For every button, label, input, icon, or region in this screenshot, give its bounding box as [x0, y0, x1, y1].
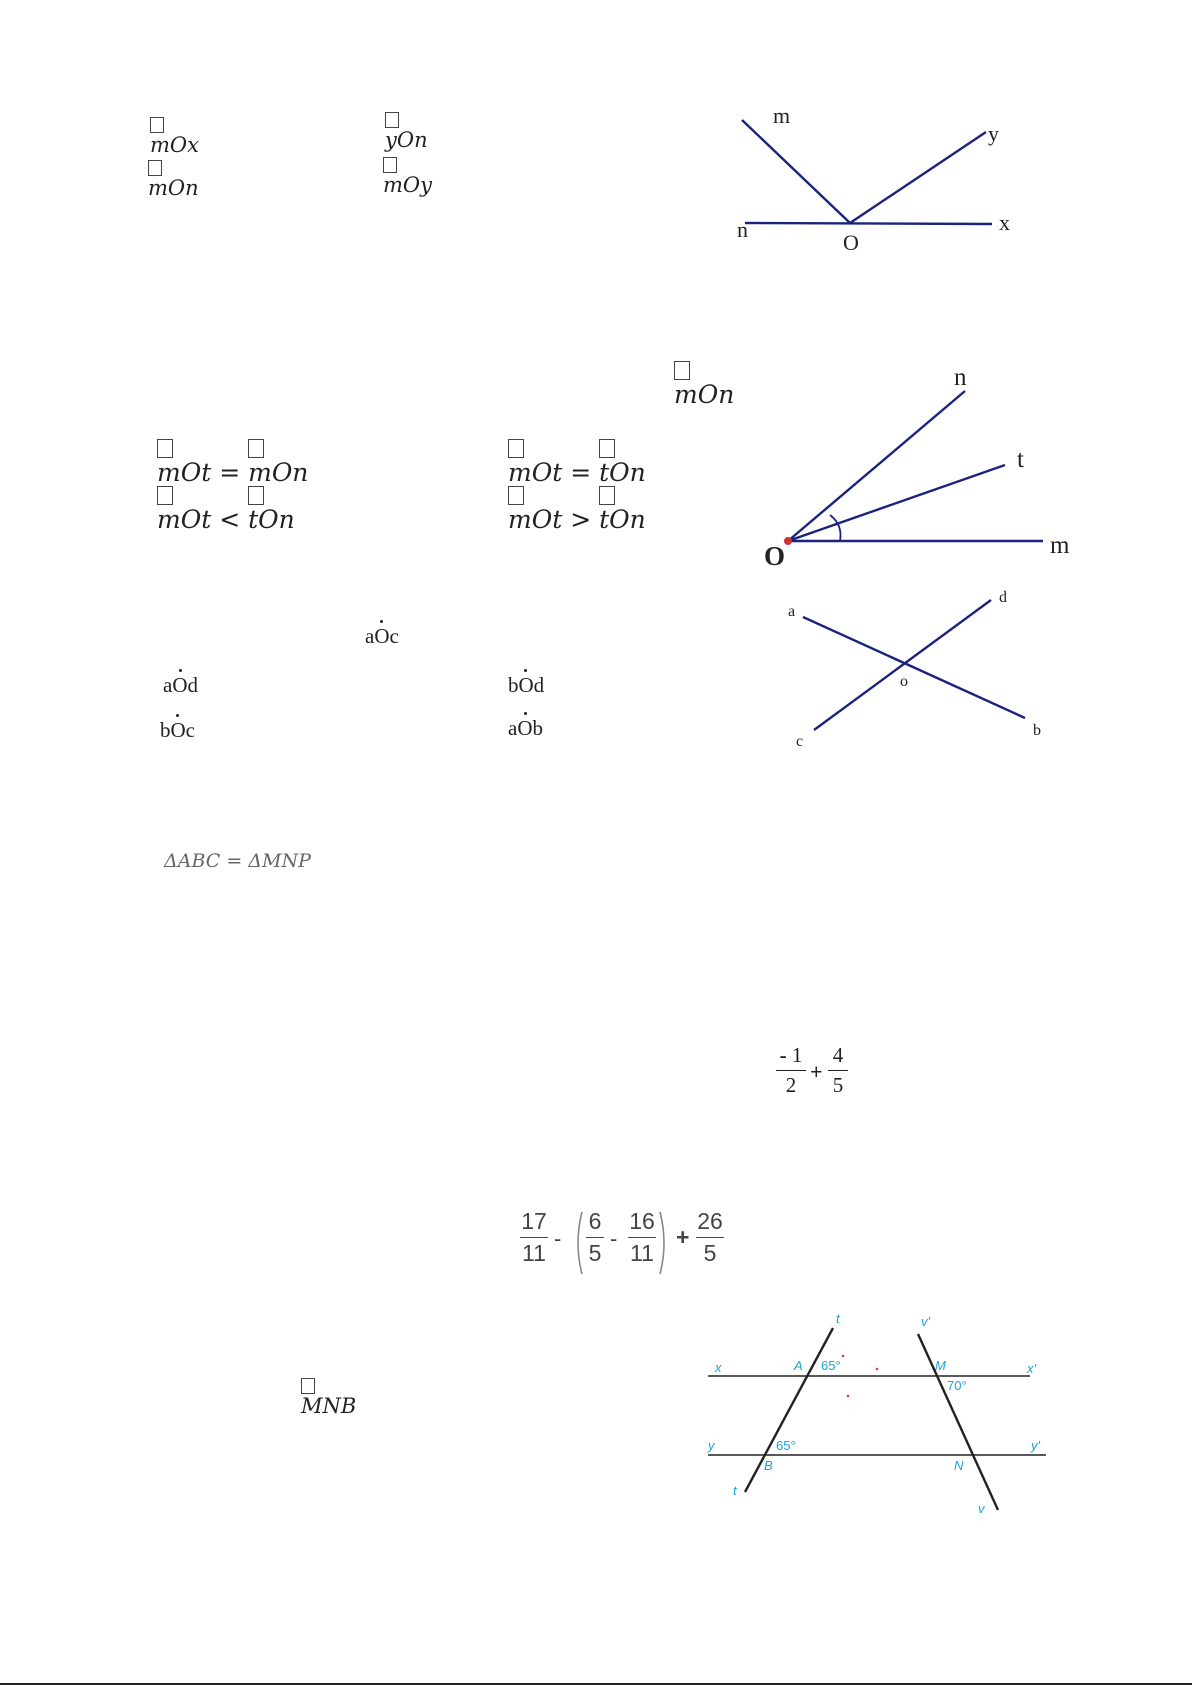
plus-sign: +	[676, 1224, 690, 1250]
option-mot-gt-ton: mOt > tOn	[508, 505, 646, 534]
label-n: N	[954, 1458, 964, 1473]
line-cd	[814, 600, 991, 730]
fraction-four-fifths: 4 5	[828, 1045, 848, 1096]
red-dot	[847, 1395, 850, 1398]
label-b: b	[1033, 722, 1041, 739]
label-v-prime: v'	[921, 1314, 930, 1329]
option-aob: aOb	[508, 716, 543, 740]
angle-symbol	[674, 361, 690, 380]
option-mot-lt-ton: mOt < tOn	[157, 505, 295, 534]
angle-arc	[830, 515, 841, 541]
angle-symbol	[157, 486, 173, 505]
figure-angles-mony	[700, 90, 1040, 270]
label-a: A	[794, 1358, 803, 1373]
label-t-top: t	[836, 1311, 840, 1326]
angle-symbol	[157, 439, 173, 458]
ray-on	[788, 391, 965, 541]
angle-symbol	[383, 157, 397, 173]
left-paren	[572, 1210, 584, 1276]
option-angle-yon: yOn	[385, 128, 428, 152]
red-dot	[876, 1368, 879, 1371]
fraction-expression	[520, 1210, 740, 1276]
vertex-point	[784, 537, 792, 545]
label-o: o	[900, 673, 908, 690]
label-o: O	[843, 230, 859, 255]
label-x: x	[999, 210, 1010, 235]
label-x-prime: x'	[1027, 1361, 1036, 1376]
plus-sign: +	[810, 1059, 823, 1084]
line-vv	[918, 1334, 998, 1510]
option-mot-eq-ton: mOt = tOn	[508, 458, 646, 487]
label-a: a	[788, 603, 796, 620]
label-angle-65-top: 65°	[821, 1358, 841, 1373]
fraction-17-11: 17 11	[521, 1208, 547, 1266]
fraction-minus-one-half: - 1 2	[776, 1045, 806, 1096]
angle-symbol	[385, 112, 399, 128]
label-m: M	[935, 1358, 946, 1373]
line-nx	[745, 223, 992, 224]
label-n: n	[954, 364, 967, 391]
fraction-6-5: 6 5	[586, 1210, 604, 1265]
line-tt	[745, 1328, 833, 1492]
angle-symbol	[508, 486, 524, 505]
label-x: x	[715, 1360, 722, 1375]
angle-symbol	[599, 439, 615, 458]
minus-sign: -	[554, 1226, 562, 1251]
line-ab	[803, 617, 1025, 718]
label-n: n	[737, 217, 748, 242]
label-b: B	[764, 1458, 773, 1473]
angle-symbol	[248, 439, 264, 458]
label-angle-70: 70°	[947, 1378, 967, 1393]
label-v: v	[978, 1501, 985, 1516]
angle-symbol	[599, 486, 615, 505]
label-o: O	[764, 541, 786, 571]
label-c: c	[796, 733, 804, 750]
label-angle-65-bottom: 65°	[776, 1438, 796, 1453]
label-y: y	[988, 121, 999, 146]
ray-ot	[788, 465, 1005, 541]
fraction-16-11: 16 11	[629, 1208, 655, 1266]
congruent-triangles-formula: ΔABC = ΔMNP	[164, 850, 311, 872]
fraction-26-5: 26 5	[697, 1208, 723, 1266]
angle-mnb: MNB	[301, 1394, 356, 1418]
option-boc: bOc	[160, 718, 195, 742]
given-angle-mon: mOn	[674, 380, 734, 409]
label-m: m	[1050, 532, 1070, 559]
label-y-prime: y'	[1031, 1438, 1040, 1453]
given-angle-aoc: aOc	[365, 624, 399, 648]
angle-symbol	[301, 1378, 315, 1394]
label-d: d	[999, 589, 1007, 606]
red-dot	[842, 1355, 845, 1358]
ray-om	[742, 120, 850, 223]
fraction-sum-expression	[776, 1045, 876, 1107]
option-bod: bOd	[508, 673, 545, 697]
minus-sign-2: -	[610, 1226, 618, 1251]
label-y: y	[708, 1438, 715, 1453]
angle-symbol	[150, 117, 164, 133]
label-m: m	[773, 103, 791, 128]
label-t: t	[1017, 446, 1024, 473]
option-angle-mon: mOn	[148, 176, 199, 200]
figure-parallel-lines	[700, 1310, 1060, 1520]
figure-intersecting-lines	[780, 585, 1060, 755]
option-aod: aOd	[163, 673, 198, 697]
figure-bisector-mon	[740, 355, 1120, 575]
ray-oy	[850, 132, 986, 223]
label-t-bottom: t	[733, 1483, 737, 1498]
right-paren	[658, 1210, 670, 1276]
angle-symbol	[508, 439, 524, 458]
option-mot-eq-mon: mOt = mOn	[157, 458, 308, 487]
option-angle-moy: mOy	[383, 173, 432, 197]
option-angle-mox: mOx	[150, 133, 199, 157]
angle-symbol	[148, 160, 162, 176]
angle-symbol	[248, 486, 264, 505]
